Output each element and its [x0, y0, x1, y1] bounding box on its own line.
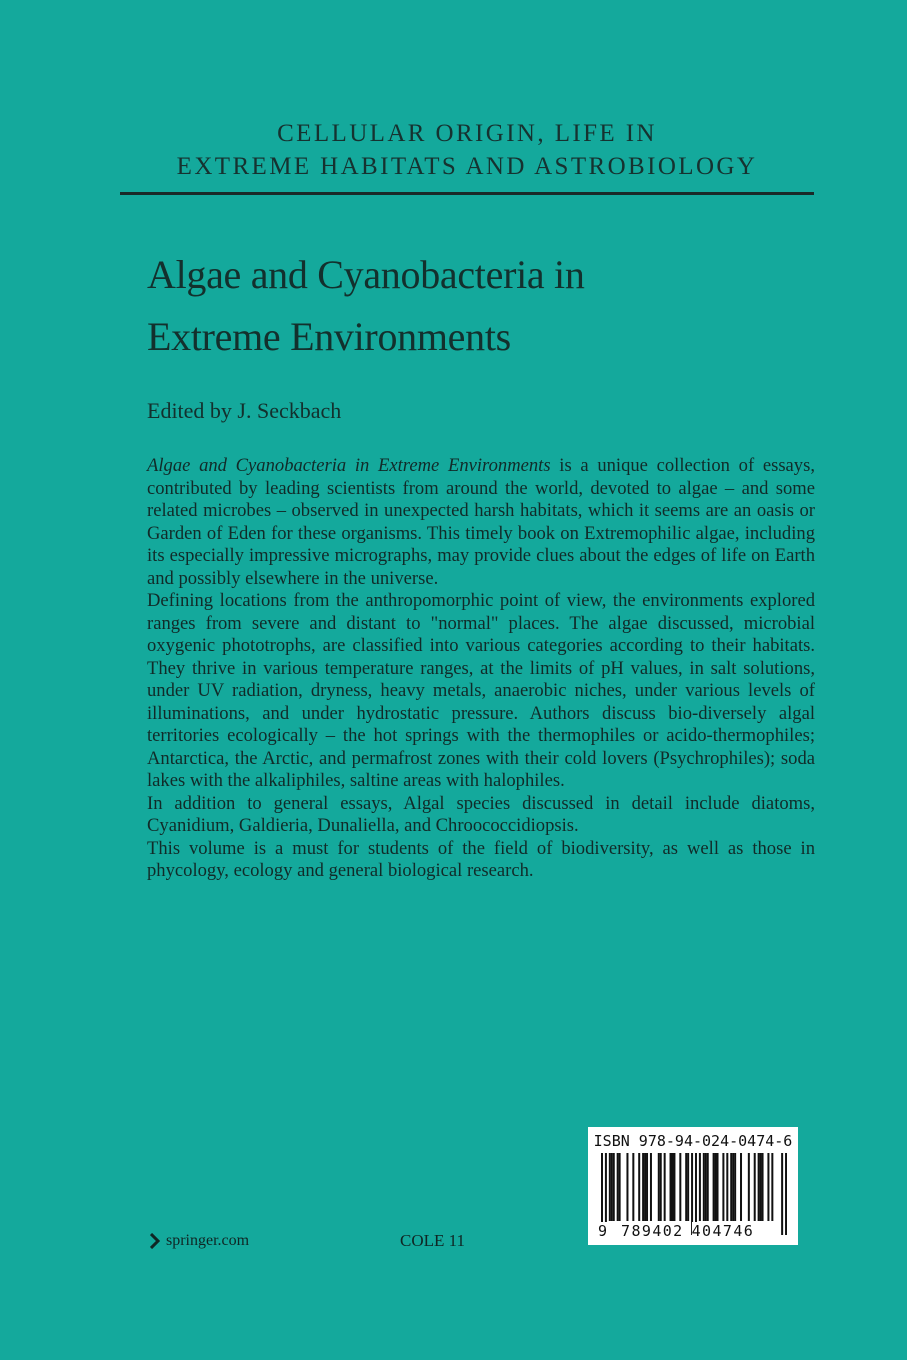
- barcode-bar: [760, 1153, 762, 1221]
- barcode-bar: [703, 1153, 705, 1221]
- barcode-bar: [644, 1153, 646, 1221]
- barcode-bar: [638, 1153, 640, 1221]
- barcode-bar: [726, 1153, 728, 1221]
- barcode-bar: [619, 1153, 621, 1221]
- isbn-barcode: [588, 1127, 798, 1245]
- barcode-bar: [758, 1153, 760, 1221]
- description-italic-title: Algae and Cyanobacteria in Extreme Environments: [147, 455, 551, 476]
- barcode-digits: [598, 1222, 788, 1240]
- description-text: is a unique collection of essays, contributed by leading scientists from around the world, devoted to algae – and some related microbes – observed in unexpected harsh habitats, which it seems are an oasis or Garden of Eden for these organisms. This timely book on Extremophilic algae, including its especially impressive micrographs, may provide clues about the edges of life on Earth and possibly elsewhere in the universe.: [147, 455, 815, 589]
- barcode-bar: [717, 1153, 719, 1221]
- description-paragraph-1: [147, 455, 815, 590]
- barcode-bar: [762, 1153, 764, 1221]
- book-title-line2: Extreme Environments: [147, 314, 511, 359]
- barcode-bar: [611, 1153, 613, 1221]
- barcode-bar: [664, 1153, 666, 1221]
- barcode-bar: [613, 1153, 615, 1221]
- description-paragraph-3: In addition to general essays, Algal species discussed in detail include diatoms, Cyanidium, Galdieria, Dunaliella, and Chroococcidiopsis.: [147, 792, 815, 836]
- barcode-bar: [771, 1153, 773, 1221]
- barcode-bar: [767, 1153, 769, 1221]
- barcode-bar: [650, 1153, 652, 1221]
- barcode-bar: [754, 1153, 756, 1221]
- barcode-bar: [617, 1153, 619, 1221]
- barcode-bar: [707, 1153, 709, 1221]
- book-title-line1: Algae and Cyanobacteria in: [147, 252, 585, 297]
- barcode-bar: [699, 1153, 701, 1221]
- publisher-url: springer.com: [166, 1232, 250, 1249]
- barcode-bar: [670, 1153, 672, 1221]
- barcode-bar: [632, 1153, 634, 1221]
- barcode-first-digit: 9: [598, 1222, 608, 1240]
- description-paragraph-4: This volume is a must for students of the field of biodiversity, as well as those in phycology, ecology and general biological research.: [147, 837, 815, 881]
- barcode-bar: [609, 1153, 611, 1221]
- barcode-bar: [673, 1153, 675, 1221]
- barcode-bar: [660, 1153, 662, 1221]
- publisher-link[interactable]: [150, 1232, 249, 1250]
- barcode-bar: [705, 1153, 707, 1221]
- series-title: [120, 117, 814, 183]
- barcode-bar: [740, 1153, 742, 1221]
- book-title: [147, 244, 585, 368]
- series-title-line1: CELLULAR ORIGIN, LIFE IN: [277, 120, 657, 147]
- barcode-bar: [687, 1153, 689, 1221]
- barcode-bar: [734, 1153, 736, 1221]
- barcode-bar: [671, 1153, 673, 1221]
- series-title-line2: EXTREME HABITATS AND ASTROBIOLOGY: [176, 153, 758, 180]
- description-paragraph-2: Defining locations from the anthropomorphic point of view, the environments explored ranges from severe and distant to "normal" places. The algae discussed, microbial oxygenic phototrophs, are classified into various categories according to their habitats. They thrive in various temperature ranges, at the limits of pH values, in salt solutions, under UV radiation, dryness, heavy metals, anaerobic niches, under various levels of illuminations, and under hydrostatic pressure. Authors discuss bio-diversely algal territories ecologically – the hot springs with the thermophiles or acido-thermophiles; Antarctica, the Arctic, and permafrost zones with their cold lovers (Psychrophiles); soda lakes with the alkaliphiles, saltine areas with halophiles.: [147, 590, 815, 791]
- series-code: COLE 11: [400, 1231, 466, 1250]
- barcode-bar: [730, 1153, 732, 1221]
- barcode-bar: [658, 1153, 660, 1221]
- editor-credit: Edited by J. Seckbach: [147, 398, 342, 423]
- barcode-bar: [715, 1153, 717, 1221]
- barcode-group-2: 404746: [691, 1222, 755, 1240]
- description: [147, 455, 815, 883]
- chevron-right-icon: [150, 1233, 160, 1249]
- barcode-bar: [713, 1153, 715, 1221]
- barcode-bar: [685, 1153, 687, 1221]
- barcode-bar: [626, 1153, 628, 1221]
- barcode-bar: [748, 1153, 750, 1221]
- barcode-bar: [722, 1153, 724, 1221]
- isbn-label: ISBN 978-94-024-0474-6: [593, 1132, 793, 1150]
- barcode-bar: [732, 1153, 734, 1221]
- barcode-group-1: 789402: [621, 1222, 684, 1240]
- barcode-bar: [679, 1153, 681, 1221]
- barcode-bar: [646, 1153, 648, 1221]
- divider: [120, 192, 814, 195]
- barcode-bar: [642, 1153, 644, 1221]
